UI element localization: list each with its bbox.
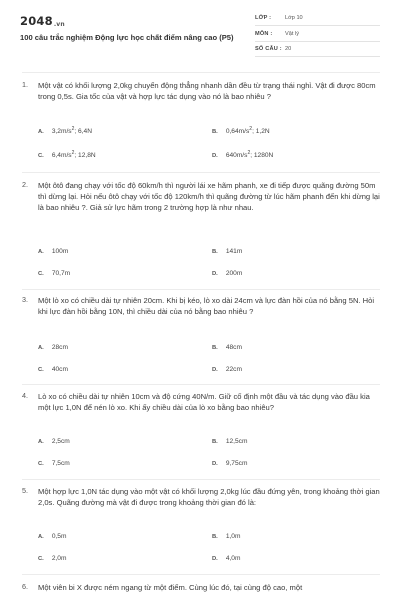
divider	[22, 574, 380, 575]
meta-subject	[255, 28, 380, 42]
question-text: Một ôtô đang chạy với tốc độ 60km/h thì người lái xe hãm phanh, xe đi tiếp được quãng đường 50m thì dừng lại. Hỏi nếu ôtô chạy với tốc độ 120km/h thì quãng đường từ lúc hãm phanh đến khi dừng lại là bao nhiêu ?. Giả sử lực hãm trong 2 trường hợp là như nhau.	[38, 181, 380, 213]
option-5b[interactable]: B. 1,0m	[212, 533, 241, 540]
question-number: 1.	[22, 80, 28, 89]
meta-class-value: Lớp 10	[285, 15, 303, 21]
document-header	[0, 0, 400, 66]
option-5a[interactable]: A. 0,5m	[38, 533, 67, 540]
meta-class-key: LỚP :	[255, 15, 272, 21]
question-text: Lò xo có chiều dài tự nhiên 10cm và độ cứng 40N/m. Giữ cố định một đầu và tác dụng vào đầu kia một lực 1,0N để nén lò xo. Khi ấy chiều dài của lò xo bằng bao nhiêu?	[38, 392, 370, 413]
question-text: Một viên bi X được ném ngang từ một điểm. Cùng lúc đó, tại cùng độ cao, một	[38, 583, 303, 592]
option-4c[interactable]: C. 7,5cm	[38, 460, 70, 467]
divider	[22, 384, 380, 385]
question-number: 3.	[22, 295, 28, 304]
logo-suffix: .vn	[53, 21, 65, 28]
option-1a[interactable]: A. $3,2m/s^2$; 6,4N	[38, 126, 92, 135]
question-number: 2.	[22, 180, 28, 189]
question-number: 4.	[22, 391, 28, 400]
option-4d[interactable]: D. 9,75cm	[212, 460, 248, 467]
question-text: Một vật có khối lượng 2,0kg chuyển động thẳng nhanh dần đều từ trạng thái nghỉ. Vật đi được 80cm trong 0,5s. Gia tốc của vật và hợp lực tác dụng vào nó là bao nhiêu ?	[38, 81, 376, 102]
option-3b[interactable]: B. 48cm	[212, 344, 242, 351]
meta-subject-key: MÔN :	[255, 31, 273, 37]
option-1b[interactable]: B. $0,64m/s^2$; 1,2N	[212, 126, 270, 135]
question-text: Một hợp lực 1,0N tác dụng vào một vật có khối lượng 2,0kg lúc đầu đứng yên, trong khoảng thời gian 2,0s. Quãng đường mà vật đi được trong khoảng thời gian đó là:	[38, 487, 380, 508]
option-2b[interactable]: B. 141m	[212, 248, 243, 255]
option-3d[interactable]: D. 22cm	[212, 366, 242, 373]
option-4a[interactable]: A. 2,5cm	[38, 438, 70, 445]
option-5d[interactable]: D. 4,0m	[212, 555, 241, 562]
meta-count-key: SỐ CÂU :	[255, 46, 282, 52]
meta-subject-value: Vật lý	[285, 31, 299, 37]
option-2d[interactable]: D. 200m	[212, 270, 243, 277]
logo-text: 2048	[20, 14, 53, 28]
option-5c[interactable]: C. 2,0m	[38, 555, 67, 562]
question-number: 6.	[22, 582, 28, 591]
option-4b[interactable]: B. 12,5cm	[212, 438, 248, 445]
divider	[22, 72, 380, 73]
option-3c[interactable]: C. 40cm	[38, 366, 68, 373]
site-logo[interactable]	[20, 14, 65, 28]
meta-count	[255, 43, 380, 57]
divider	[22, 172, 380, 173]
divider	[22, 479, 380, 480]
question-text: Một lò xo có chiều dài tự nhiên 20cm. Khi bị kéo, lò xo dài 24cm và lực đàn hồi của nó bằng 5N. Hỏi khi lực đàn hồi bằng 10N, thì chiều dài của nó bằng bao nhiêu ?	[38, 296, 375, 317]
meta-class	[255, 12, 380, 26]
option-2a[interactable]: A. 100m	[38, 248, 69, 255]
option-2c[interactable]: C. 70,7m	[38, 270, 71, 277]
option-1c[interactable]: C. $6,4m/s^2$; 12,8N	[38, 150, 96, 159]
option-1d[interactable]: D. $640m/s^2$; 1280N	[212, 150, 274, 159]
option-3a[interactable]: A. 28cm	[38, 344, 68, 351]
question-number: 5.	[22, 486, 28, 495]
document-title: 100 câu trắc nghiệm Động lực học chất điểm nâng cao (P5)	[20, 33, 234, 42]
divider	[22, 289, 380, 290]
meta-count-value: 20	[285, 46, 292, 52]
